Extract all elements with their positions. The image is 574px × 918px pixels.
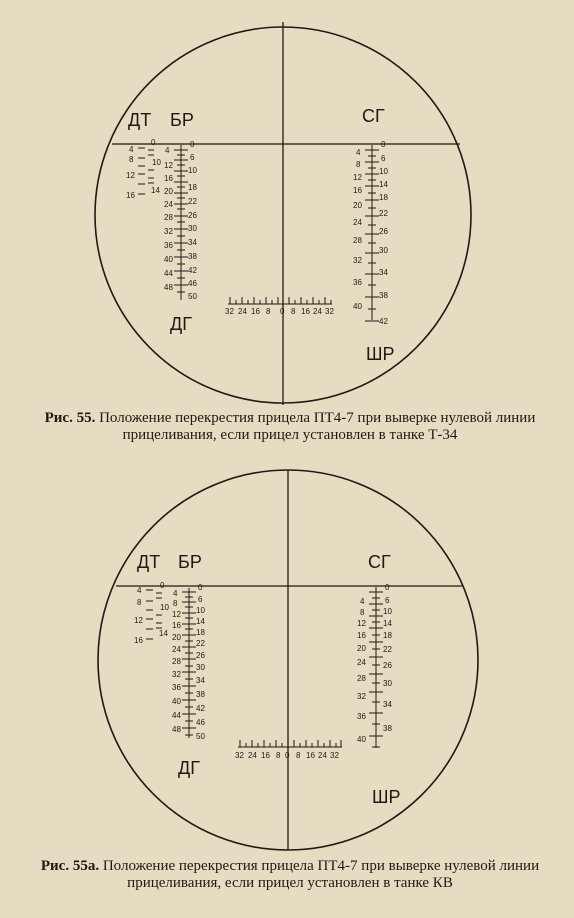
tick-label: 50 [196,732,205,741]
tick-label: 24 [357,658,366,667]
tick-label: 36 [172,683,181,692]
tick-label: 22 [383,645,392,654]
tick-label: 18 [383,631,392,640]
tick-label: 34 [196,676,205,685]
tick-label: 42 [196,704,205,713]
tick-label: 14 [196,617,205,626]
dt-scale [134,581,169,645]
tick-label: 10 [188,166,197,175]
tick-label: 8 [276,751,281,760]
label-shr: ШР [372,787,401,807]
tick-label: 16 [126,191,135,200]
tick-label: 16 [301,307,310,316]
tick-label: 36 [164,241,173,250]
tick-label: 28 [353,236,362,245]
tick-label: 4 [360,597,365,606]
tick-label: 28 [164,213,173,222]
tick-label: 28 [357,674,366,683]
tick-label: 40 [172,697,181,706]
tick-label: 24 [172,645,181,654]
figure-number: Рис. 55а. [40,858,100,874]
tick-label: 10 [196,606,205,615]
caption-text: Положение перекрестия прицела ПТ4-7 при выверке нулевой линии прицеливания, если прицел установлен в танке Т-34 [99,410,536,443]
reticle-diagram [0,460,574,855]
tick-label: 38 [188,252,197,261]
tick-label: 40 [357,735,366,744]
tick-label: 14 [159,629,168,638]
label-shr: ШР [366,344,395,364]
tick-label: 30 [379,246,388,255]
tick-label: 38 [379,291,388,300]
tick-label: 20 [357,644,366,653]
tick-label: 4 [165,146,170,155]
tick-label: 24 [318,751,327,760]
tick-label: 6 [190,153,195,162]
tick-label: 34 [383,700,392,709]
tick-label: 12 [353,173,362,182]
label-br: БР [170,110,194,130]
label-dg: ДГ [170,314,192,334]
tick-label: 16 [134,636,143,645]
tick-label: 32 [172,670,181,679]
tick-label: 12 [357,619,366,628]
sg-scale [357,583,392,748]
dt-scale [126,138,161,200]
tick-label: 14 [383,619,392,628]
tick-label: 38 [383,724,392,733]
tick-label: 30 [188,224,197,233]
tick-label: 16 [164,174,173,183]
tick-label: 10 [379,167,388,176]
tick-label: 18 [188,183,197,192]
tick-label: 10 [160,603,169,612]
tick-label: 8 [129,155,134,164]
tick-label: 26 [383,661,392,670]
tick-label: 12 [164,161,173,170]
tick-label: 34 [188,238,197,247]
tick-label: 0 [280,307,285,316]
tick-label: 20 [172,633,181,642]
tick-label: 16 [172,621,181,630]
lateral-scale [225,297,334,316]
tick-label: 32 [353,256,362,265]
tick-label: 0 [160,581,165,590]
tick-label: 6 [198,595,203,604]
tick-label: 16 [251,307,260,316]
tick-label: 28 [172,657,181,666]
tick-label: 20 [353,201,362,210]
sg-scale [353,140,388,326]
tick-label: 32 [357,692,366,701]
tick-label: 24 [164,200,173,209]
tick-label: 32 [225,307,234,316]
lateral-ticks [230,297,331,304]
label-br: БР [178,552,202,572]
tick-label: 20 [164,187,173,196]
tick-label: 10 [152,158,161,167]
reticle-diagram [0,0,574,405]
tick-label: 0 [285,751,290,760]
tick-label: 16 [306,751,315,760]
tick-label: 32 [164,227,173,236]
tick-label: 8 [137,598,142,607]
tick-label: 10 [383,607,392,616]
label-sg: СГ [368,552,391,572]
tick-label: 4 [129,145,134,154]
tick-label: 40 [164,255,173,264]
tick-label: 40 [353,302,362,311]
tick-label: 42 [188,266,197,275]
tick-label: 12 [126,171,135,180]
tick-label: 46 [188,279,197,288]
tick-label: 14 [151,186,160,195]
tick-label: 18 [196,628,205,637]
label-sg: СГ [362,106,385,126]
tick-label: 22 [196,639,205,648]
tick-label: 4 [356,148,361,157]
tick-label: 16 [357,631,366,640]
tick-label: 34 [379,268,388,277]
tick-label: 36 [357,712,366,721]
tick-label: 42 [379,317,388,326]
tick-label: 14 [379,180,388,189]
tick-label: 44 [172,711,181,720]
tick-label: 32 [235,751,244,760]
figure-55-caption [40,410,540,444]
tick-label: 36 [353,278,362,287]
figure-55a-caption [40,858,540,892]
label-dt: ДТ [128,110,152,130]
tick-label: 26 [379,227,388,236]
tick-label: 50 [188,292,197,301]
tick-label: 24 [248,751,257,760]
tick-label: 4 [173,589,178,598]
tick-label: 30 [383,679,392,688]
tick-label: 8 [266,307,271,316]
tick-label: 22 [188,197,197,206]
label-dt: ДТ [137,552,161,572]
tick-label: 8 [360,608,365,617]
tick-label: 26 [196,651,205,660]
tick-label: 48 [164,283,173,292]
tick-label: 44 [164,269,173,278]
tick-label: 0 [198,583,203,592]
tick-label: 26 [188,211,197,220]
tick-label: 16 [353,186,362,195]
tick-label: 0 [190,140,195,149]
lateral-ticks [240,740,341,747]
tick-label: 8 [291,307,296,316]
label-dg: ДГ [178,758,200,778]
br-scale [172,583,205,741]
figure-number: Рис. 55. [44,410,96,426]
tick-label: 12 [134,616,143,625]
tick-label: 18 [379,193,388,202]
figure-55 [0,0,574,405]
tick-label: 8 [356,160,361,169]
br-scale [164,140,197,301]
tick-label: 32 [325,307,334,316]
tick-label: 24 [238,307,247,316]
tick-label: 6 [385,596,390,605]
tick-label: 30 [196,663,205,672]
tick-label: 4 [137,586,142,595]
tick-label: 12 [172,610,181,619]
tick-label: 16 [261,751,270,760]
tick-label: 48 [172,725,181,734]
tick-label: 0 [381,140,386,149]
tick-label: 8 [296,751,301,760]
tick-label: 0 [385,583,390,592]
tick-label: 0 [151,138,156,147]
tick-label: 38 [196,690,205,699]
tick-label: 24 [353,218,362,227]
tick-label: 32 [330,751,339,760]
tick-label: 46 [196,718,205,727]
tick-label: 6 [381,154,386,163]
tick-label: 8 [173,599,178,608]
tick-label: 24 [313,307,322,316]
tick-label: 22 [379,209,388,218]
caption-text: Положение перекрестия прицела ПТ4-7 при выверке нулевой линии прицеливания, если прицел установлен в танке КВ [102,858,540,891]
figure-55a [0,460,574,855]
